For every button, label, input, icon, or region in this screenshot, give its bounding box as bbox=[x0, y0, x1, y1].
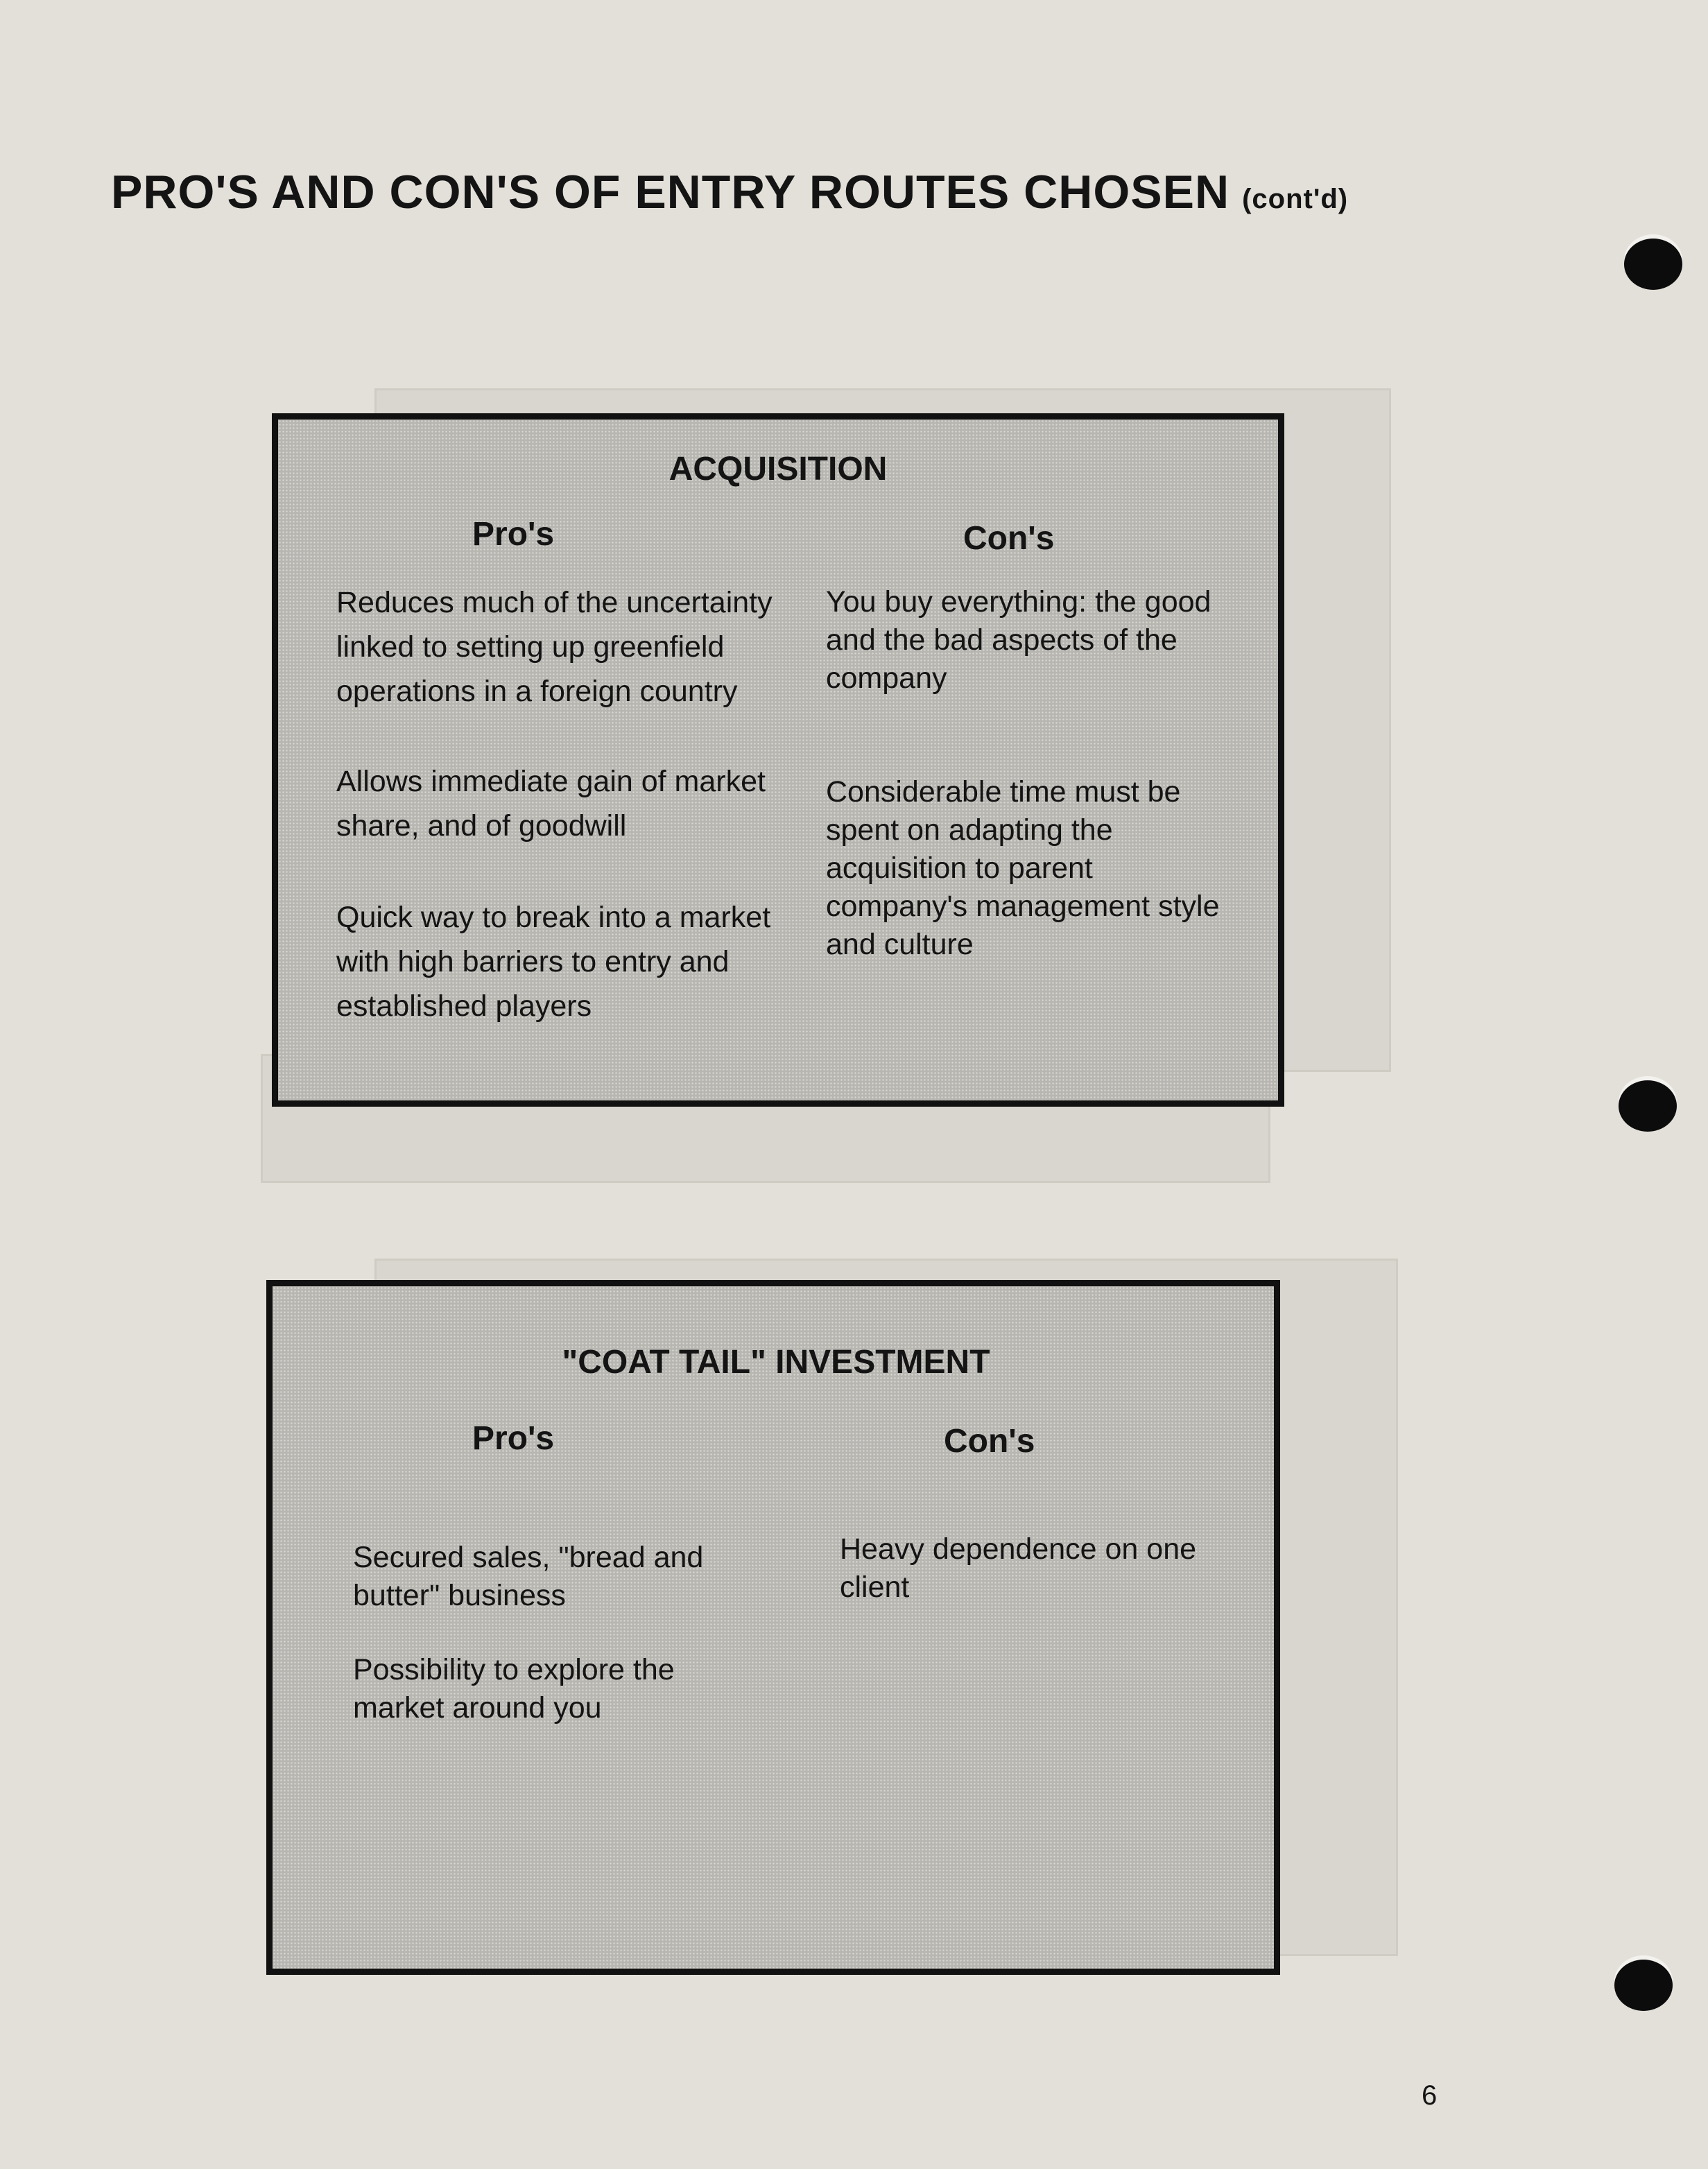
coat-tail-pro-item: Secured sales, "bread and butter" business bbox=[353, 1541, 704, 1612]
acquisition-heading: ACQUISITION bbox=[668, 451, 888, 487]
coat-tail-con-item: Heavy dependence on one client bbox=[840, 1532, 1197, 1604]
acquisition-cons-label: Con's bbox=[963, 520, 1055, 557]
acquisition-con-item: You buy everything: the good and the bad aspects of the company bbox=[826, 585, 1211, 695]
punch-hole bbox=[1624, 239, 1682, 290]
punch-hole bbox=[1619, 1080, 1677, 1132]
punch-hole bbox=[1614, 1960, 1673, 2011]
coat-tail-heading: "COAT TAIL" INVESTMENT bbox=[562, 1344, 990, 1381]
coat-tail-panel bbox=[266, 1280, 1280, 1975]
page-title-text: PRO'S AND CON'S OF ENTRY ROUTES CHOSEN bbox=[111, 166, 1230, 218]
acquisition-pro-item: Reduces much of the uncertainty linked to setting up greenfield operations in a foreign country bbox=[336, 586, 773, 708]
coat-tail-pro-item: Possibility to explore the market around you bbox=[353, 1653, 675, 1725]
coat-tail-pros-label: Pro's bbox=[472, 1420, 555, 1457]
acquisition-pro-item: Quick way to break into a market with high barriers to entry and established players bbox=[336, 901, 771, 1023]
acquisition-pros-label: Pro's bbox=[472, 516, 555, 553]
acquisition-pro-item: Allows immediate gain of market share, and of goodwill bbox=[336, 765, 766, 842]
acquisition-panel bbox=[272, 413, 1284, 1107]
page-title bbox=[111, 165, 1348, 219]
acquisition-con-item: Considerable time must be spent on adapting the acquisition to parent company's management style and culture bbox=[826, 775, 1220, 961]
page-title-suffix: (cont'd) bbox=[1242, 184, 1349, 214]
coat-tail-cons-label: Con's bbox=[944, 1423, 1035, 1460]
page-number: 6 bbox=[1422, 2080, 1438, 2111]
